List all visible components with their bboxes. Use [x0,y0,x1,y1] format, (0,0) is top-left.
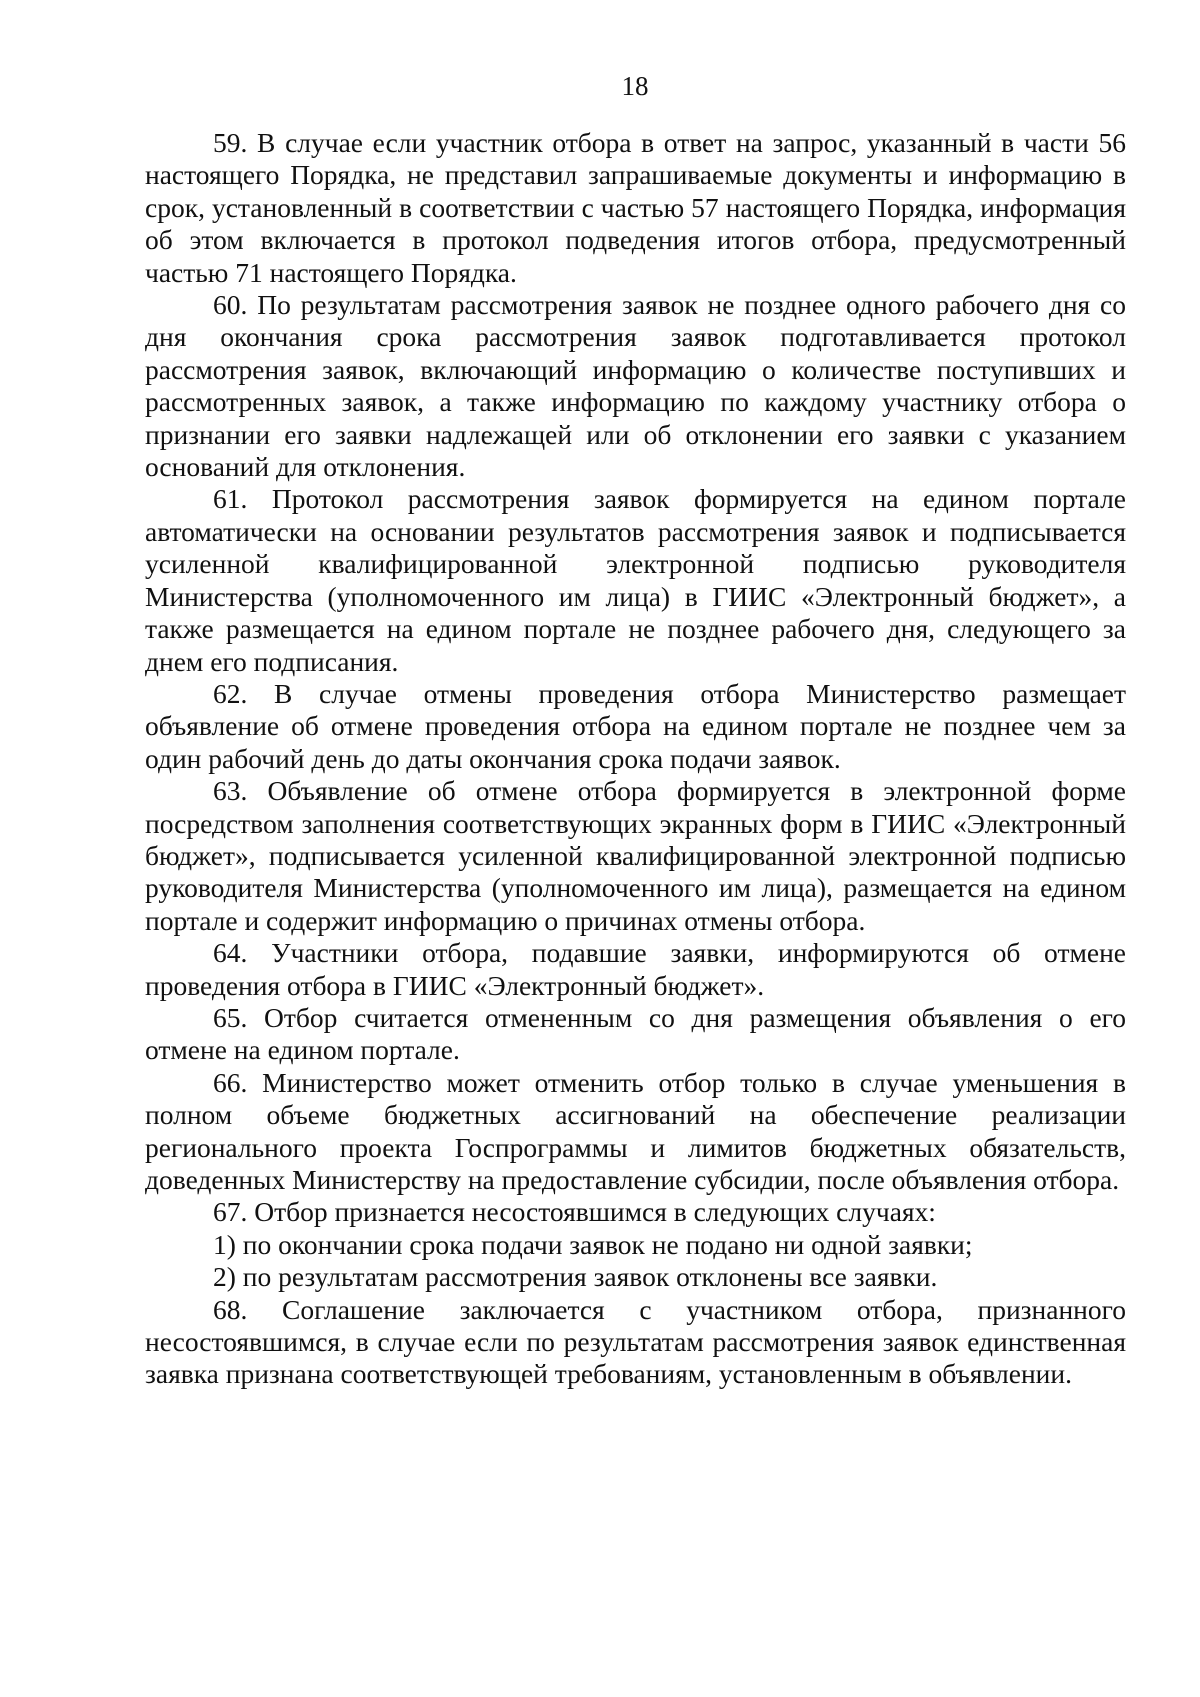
paragraph-59: 59. В случае если участник отбора в ответ на запрос, указанный в части 56 настоящего Порядка, не представил запрашиваемые документы и информацию в срок, установленный в соответствии с частью 57 настоящего Порядка, информация об этом включается в протокол подведения итогов отбора, предусмотренный частью 71 настоящего Порядка. [145,127,1126,288]
paragraph-66: 66. Министерство может отменить отбор только в случае уменьшения в полном объеме бюджетных ассигнований на обеспечение реализации регионального проекта Госпрограммы и лимитов бюджетных обязательств, доведенных Министерству на предоставление субсидии, после объявления отбора. [145,1066,1126,1195]
document-body [145,127,1126,1391]
paragraph-68: 68. Соглашение заключается с участником отбора, признанного несостоявшимся, в случае если по результатам рассмотрения заявок единственная заявка признана соответствующей требованиям, установленным в объявлении. [145,1293,1126,1390]
paragraph-62: 62. В случае отмены проведения отбора Министерство размещает объявление об отмене проведения отбора на едином портале не позднее чем за один рабочий день до даты окончания срока подачи заявок. [145,677,1126,774]
paragraph-67: 67. Отбор признается несостоявшимся в следующих случаях: [213,1196,936,1228]
paragraph-60: 60. По результатам рассмотрения заявок не позднее одного рабочего дня со дня окончания срока рассмотрения заявок подготавливается протокол рассмотрения заявок, включающий информацию о количестве поступивших и рассмотренных заявок, а также информацию по каждому участнику отбора о признании его заявки надлежащей или об отклонении его заявки с указанием оснований для отклонения. [145,289,1126,483]
paragraph-65: 65. Отбор считается отмененным со дня размещения объявления о его отмене на едином портале. [145,1001,1126,1066]
page-number: 18 [621,71,649,101]
paragraph-61: 61. Протокол рассмотрения заявок формируется на едином портале автоматически на основании результатов рассмотрения заявок и подписывается усиленной квалифицированной электронной подписью руководителя Министерства (уполномоченного им лица) в ГИИС «Электронный бюджет», а также размещается на едином портале не позднее рабочего дня, следующего за днем его подписания. [145,483,1126,677]
paragraph-67-item-1: 1) по окончании срока подачи заявок не подано ни одной заявки; [213,1228,973,1260]
paragraph-64: 64. Участники отбора, подавшие заявки, информируются об отмене проведения отбора в ГИИС «Электронный бюджет». [145,937,1126,1001]
paragraph-67-item-2: 2) по результатам рассмотрения заявок отклонены все заявки. [213,1261,938,1293]
paragraph-63: 63. Объявление об отмене отбора формируется в электронной форме посредством заполнения соответствующих экранных форм в ГИИС «Электронный бюджет», подписывается усиленной квалифицированной электронной подписью руководителя Министерства (уполномоченного им лица), размещается на едином портале и содержит информацию о причинах отмены отбора. [145,775,1126,936]
